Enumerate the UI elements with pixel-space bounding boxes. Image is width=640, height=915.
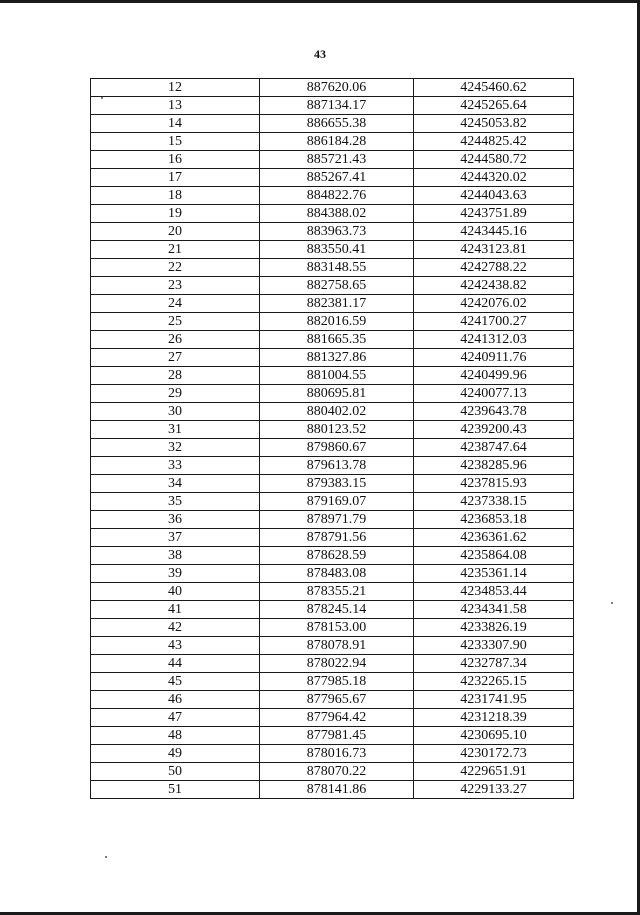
point-number-cell: 49 [91, 745, 260, 763]
x-coordinate-cell: 878141.86 [260, 781, 414, 799]
x-coordinate-cell: 878628.59 [260, 547, 414, 565]
y-coordinate-cell: 4230695.10 [414, 727, 574, 745]
table-row [91, 601, 574, 619]
y-coordinate-cell: 4232265.15 [414, 673, 574, 691]
table-row [91, 169, 574, 187]
y-coordinate-cell: 4244320.02 [414, 169, 574, 187]
table-row [91, 385, 574, 403]
x-coordinate-cell: 879383.15 [260, 475, 414, 493]
y-coordinate-cell: 4233307.90 [414, 637, 574, 655]
point-number-cell: 25 [91, 313, 260, 331]
coordinates-table [90, 78, 574, 799]
x-coordinate-cell: 883963.73 [260, 223, 414, 241]
point-number-cell: 42 [91, 619, 260, 637]
point-number-cell: 14 [91, 115, 260, 133]
y-coordinate-cell: 4245460.62 [414, 79, 574, 97]
table-row [91, 457, 574, 475]
point-number-cell: 33 [91, 457, 260, 475]
table-row [91, 565, 574, 583]
point-number-cell: 45 [91, 673, 260, 691]
y-coordinate-cell: 4235361.14 [414, 565, 574, 583]
y-coordinate-cell: 4236361.62 [414, 529, 574, 547]
x-coordinate-cell: 884388.02 [260, 205, 414, 223]
point-number-cell: 46 [91, 691, 260, 709]
x-coordinate-cell: 878791.56 [260, 529, 414, 547]
point-number-cell: 39 [91, 565, 260, 583]
x-coordinate-cell: 882381.17 [260, 295, 414, 313]
point-number-cell: 19 [91, 205, 260, 223]
table-row [91, 79, 574, 97]
y-coordinate-cell: 4234341.58 [414, 601, 574, 619]
y-coordinate-cell: 4244043.63 [414, 187, 574, 205]
x-coordinate-cell: 886655.38 [260, 115, 414, 133]
table-row [91, 475, 574, 493]
y-coordinate-cell: 4243445.16 [414, 223, 574, 241]
table-row [91, 241, 574, 259]
point-number-cell: 34 [91, 475, 260, 493]
x-coordinate-cell: 878016.73 [260, 745, 414, 763]
coordinates-table-body [91, 79, 574, 799]
x-coordinate-cell: 884822.76 [260, 187, 414, 205]
y-coordinate-cell: 4233826.19 [414, 619, 574, 637]
table-row [91, 763, 574, 781]
point-number-cell: 13 [91, 97, 260, 115]
y-coordinate-cell: 4238747.64 [414, 439, 574, 457]
x-coordinate-cell: 879860.67 [260, 439, 414, 457]
table-row [91, 547, 574, 565]
y-coordinate-cell: 4238285.96 [414, 457, 574, 475]
x-coordinate-cell: 886184.28 [260, 133, 414, 151]
y-coordinate-cell: 4245053.82 [414, 115, 574, 133]
point-number-cell: 41 [91, 601, 260, 619]
y-coordinate-cell: 4235864.08 [414, 547, 574, 565]
point-number-cell: 27 [91, 349, 260, 367]
x-coordinate-cell: 878078.91 [260, 637, 414, 655]
y-coordinate-cell: 4232787.34 [414, 655, 574, 673]
x-coordinate-cell: 885267.41 [260, 169, 414, 187]
point-number-cell: 36 [91, 511, 260, 529]
y-coordinate-cell: 4234853.44 [414, 583, 574, 601]
point-number-cell: 12 [91, 79, 260, 97]
point-number-cell: 16 [91, 151, 260, 169]
table-row [91, 277, 574, 295]
x-coordinate-cell: 878022.94 [260, 655, 414, 673]
y-coordinate-cell: 4240077.13 [414, 385, 574, 403]
table-row [91, 655, 574, 673]
x-coordinate-cell: 883550.41 [260, 241, 414, 259]
y-coordinate-cell: 4242438.82 [414, 277, 574, 295]
point-number-cell: 48 [91, 727, 260, 745]
y-coordinate-cell: 4231741.95 [414, 691, 574, 709]
page-number: 43 [314, 47, 326, 61]
y-coordinate-cell: 4240911.76 [414, 349, 574, 367]
point-number-cell: 22 [91, 259, 260, 277]
table-row [91, 673, 574, 691]
table-row [91, 709, 574, 727]
point-number-cell: 21 [91, 241, 260, 259]
y-coordinate-cell: 4239643.78 [414, 403, 574, 421]
point-number-cell: 30 [91, 403, 260, 421]
point-number-cell: 47 [91, 709, 260, 727]
y-coordinate-cell: 4242788.22 [414, 259, 574, 277]
table-row [91, 727, 574, 745]
x-coordinate-cell: 877985.18 [260, 673, 414, 691]
x-coordinate-cell: 887134.17 [260, 97, 414, 115]
point-number-cell: 31 [91, 421, 260, 439]
y-coordinate-cell: 4243123.81 [414, 241, 574, 259]
y-coordinate-cell: 4243751.89 [414, 205, 574, 223]
y-coordinate-cell: 4237815.93 [414, 475, 574, 493]
table-row [91, 493, 574, 511]
y-coordinate-cell: 4231218.39 [414, 709, 574, 727]
x-coordinate-cell: 882016.59 [260, 313, 414, 331]
x-coordinate-cell: 877964.42 [260, 709, 414, 727]
point-number-cell: 43 [91, 637, 260, 655]
table-row [91, 187, 574, 205]
table-row [91, 331, 574, 349]
point-number-cell: 18 [91, 187, 260, 205]
x-coordinate-cell: 878070.22 [260, 763, 414, 781]
table-row [91, 259, 574, 277]
point-number-cell: 40 [91, 583, 260, 601]
point-number-cell: 28 [91, 367, 260, 385]
table-row [91, 637, 574, 655]
table-row [91, 511, 574, 529]
x-coordinate-cell: 879613.78 [260, 457, 414, 475]
x-coordinate-cell: 878153.00 [260, 619, 414, 637]
point-number-cell: 32 [91, 439, 260, 457]
table-row [91, 133, 574, 151]
scan-speck [101, 97, 103, 99]
table-row [91, 349, 574, 367]
x-coordinate-cell: 882758.65 [260, 277, 414, 295]
point-number-cell: 51 [91, 781, 260, 799]
scan-speck [611, 602, 613, 604]
table-row [91, 781, 574, 799]
point-number-cell: 29 [91, 385, 260, 403]
table-row [91, 115, 574, 133]
table-row [91, 439, 574, 457]
y-coordinate-cell: 4236853.18 [414, 511, 574, 529]
x-coordinate-cell: 877965.67 [260, 691, 414, 709]
x-coordinate-cell: 879169.07 [260, 493, 414, 511]
y-coordinate-cell: 4241312.03 [414, 331, 574, 349]
x-coordinate-cell: 878355.21 [260, 583, 414, 601]
x-coordinate-cell: 878971.79 [260, 511, 414, 529]
table-row [91, 745, 574, 763]
point-number-cell: 37 [91, 529, 260, 547]
y-coordinate-cell: 4240499.96 [414, 367, 574, 385]
point-number-cell: 44 [91, 655, 260, 673]
y-coordinate-cell: 4245265.64 [414, 97, 574, 115]
y-coordinate-cell: 4239200.43 [414, 421, 574, 439]
point-number-cell: 50 [91, 763, 260, 781]
x-coordinate-cell: 878245.14 [260, 601, 414, 619]
table-row [91, 529, 574, 547]
x-coordinate-cell: 883148.55 [260, 259, 414, 277]
point-number-cell: 24 [91, 295, 260, 313]
y-coordinate-cell: 4229651.91 [414, 763, 574, 781]
y-coordinate-cell: 4237338.15 [414, 493, 574, 511]
table-row [91, 421, 574, 439]
table-row [91, 223, 574, 241]
page-border-top [0, 0, 640, 3]
x-coordinate-cell: 880695.81 [260, 385, 414, 403]
x-coordinate-cell: 877981.45 [260, 727, 414, 745]
scan-speck [105, 856, 107, 858]
x-coordinate-cell: 881327.86 [260, 349, 414, 367]
y-coordinate-cell: 4229133.27 [414, 781, 574, 799]
point-number-cell: 38 [91, 547, 260, 565]
y-coordinate-cell: 4230172.73 [414, 745, 574, 763]
table-row [91, 691, 574, 709]
y-coordinate-cell: 4244825.42 [414, 133, 574, 151]
point-number-cell: 35 [91, 493, 260, 511]
table-row [91, 313, 574, 331]
table-row [91, 295, 574, 313]
x-coordinate-cell: 881665.35 [260, 331, 414, 349]
point-number-cell: 23 [91, 277, 260, 295]
table-row [91, 583, 574, 601]
x-coordinate-cell: 885721.43 [260, 151, 414, 169]
y-coordinate-cell: 4242076.02 [414, 295, 574, 313]
table-row [91, 151, 574, 169]
x-coordinate-cell: 878483.08 [260, 565, 414, 583]
x-coordinate-cell: 887620.06 [260, 79, 414, 97]
x-coordinate-cell: 881004.55 [260, 367, 414, 385]
table-row [91, 619, 574, 637]
table-row [91, 403, 574, 421]
y-coordinate-cell: 4241700.27 [414, 313, 574, 331]
table-row [91, 205, 574, 223]
point-number-cell: 20 [91, 223, 260, 241]
point-number-cell: 17 [91, 169, 260, 187]
point-number-cell: 15 [91, 133, 260, 151]
x-coordinate-cell: 880123.52 [260, 421, 414, 439]
point-number-cell: 26 [91, 331, 260, 349]
x-coordinate-cell: 880402.02 [260, 403, 414, 421]
table-row [91, 367, 574, 385]
table-row [91, 97, 574, 115]
y-coordinate-cell: 4244580.72 [414, 151, 574, 169]
